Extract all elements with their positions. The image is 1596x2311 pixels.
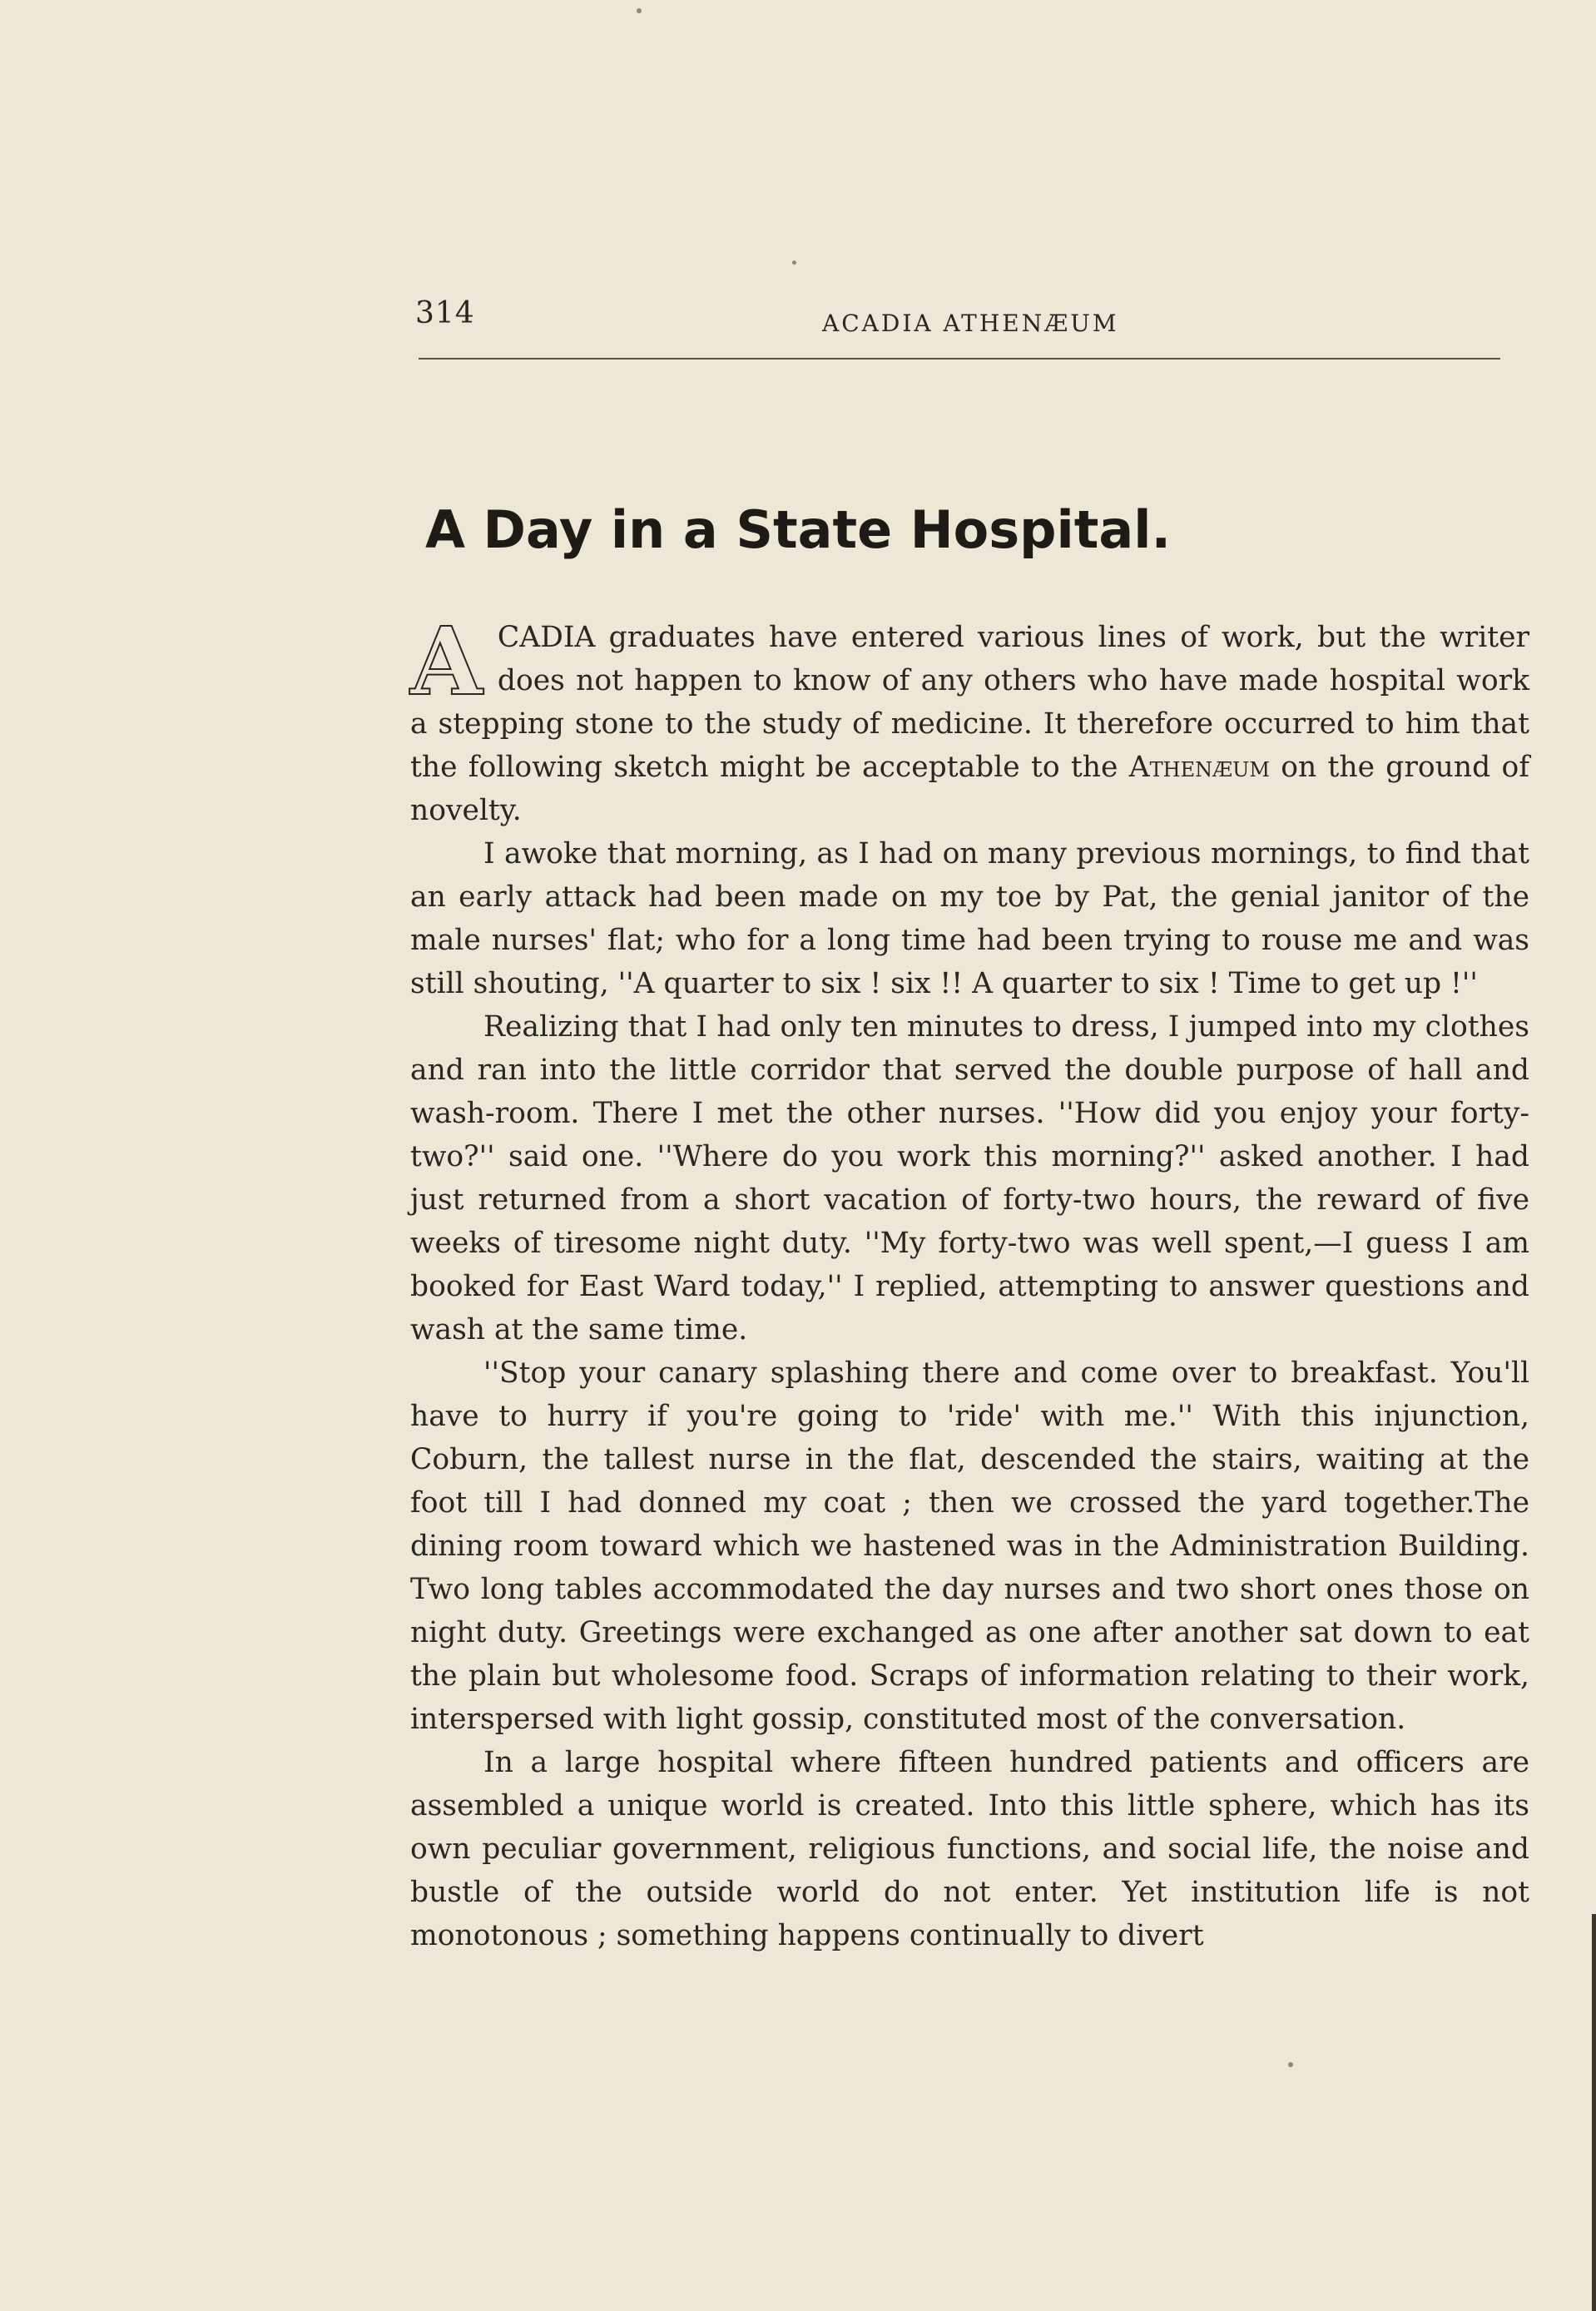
article-body <box>410 608 1529 1957</box>
paragraph-3: Realizing that I had only ten minutes to dress, I jumped into my clothes and ran into the little corridor that served the double purpose of hall and wash-room. There I met the other nurses. ''How did you enjoy your forty-two?'' said one. ''Where do you work this morning?'' asked another. I had just returned from a short vacation of forty-two hours, the reward of five weeks of tiresome night duty. ''My forty-two was well spent,—I guess I am booked for East Ward today,'' I replied, attempting to answer questions and wash at the same time. <box>410 1010 1529 1346</box>
ink-spot-bottom <box>1288 2062 1293 2067</box>
paragraph-4: ''Stop your canary splashing there and come over to breakfast. You'll have to hurry if you're going to 'ride' with me.'' With this injunction, Coburn, the tallest nurse in the flat, descended the stairs, waiting at the foot till I had donned my coat ; then we crossed the yard together.The dining room toward which we hastened was in the Administration Building. Two long tables accommodated the day nurses and two short ones those on night duty. Greetings were exchanged as one after another sat down to eat the plain but wholesome food. Scraps of information relating to their work, interspersed with light gossip, constituted most of the conversation. <box>410 1356 1529 1736</box>
ink-spot-header <box>792 260 796 265</box>
paragraph-1 <box>410 608 1529 832</box>
paragraph-5: In a large hospital where fifteen hundred patients and officers are assembled a unique world is created. Into this little sphere, which has its own peculiar government, religious functions, and social life, the noise and bustle of the outside world do not enter. Yet institution life is not monotonous ; something happens continually to divert <box>410 1746 1529 1952</box>
running-head: ACADIA ATHENÆUM <box>822 310 1119 337</box>
header-rule <box>419 358 1500 360</box>
paragraph-1-text: CADIA graduates have entered various lines of work, but the writer does not happen to know of any others who have made hospital work a stepping stone to the study of medicine. It therefore occurred to him that the following sketch might be acceptable to the <box>410 621 1529 784</box>
drop-cap: A <box>410 608 483 717</box>
journal-name-smallcaps: Athenæum <box>1128 751 1270 784</box>
paragraph-2: I awoke that morning, as I had on many previous mornings, to find that an early attack had been made on my toe by Pat, the genial janitor of the male nurses' flat; who for a long time had been trying to rouse me and was still shouting, ''A quarter to six ! six !! A quarter to six ! Time to get up !'' <box>410 837 1529 1000</box>
page-edge-shadow <box>1592 1914 1596 2311</box>
ink-spot-top <box>637 8 642 13</box>
paragraph-1-end: on the ground of novelty. <box>410 751 1529 827</box>
article-title: A Day in a State Hospital. <box>424 499 1172 560</box>
page-number: 314 <box>415 296 475 330</box>
